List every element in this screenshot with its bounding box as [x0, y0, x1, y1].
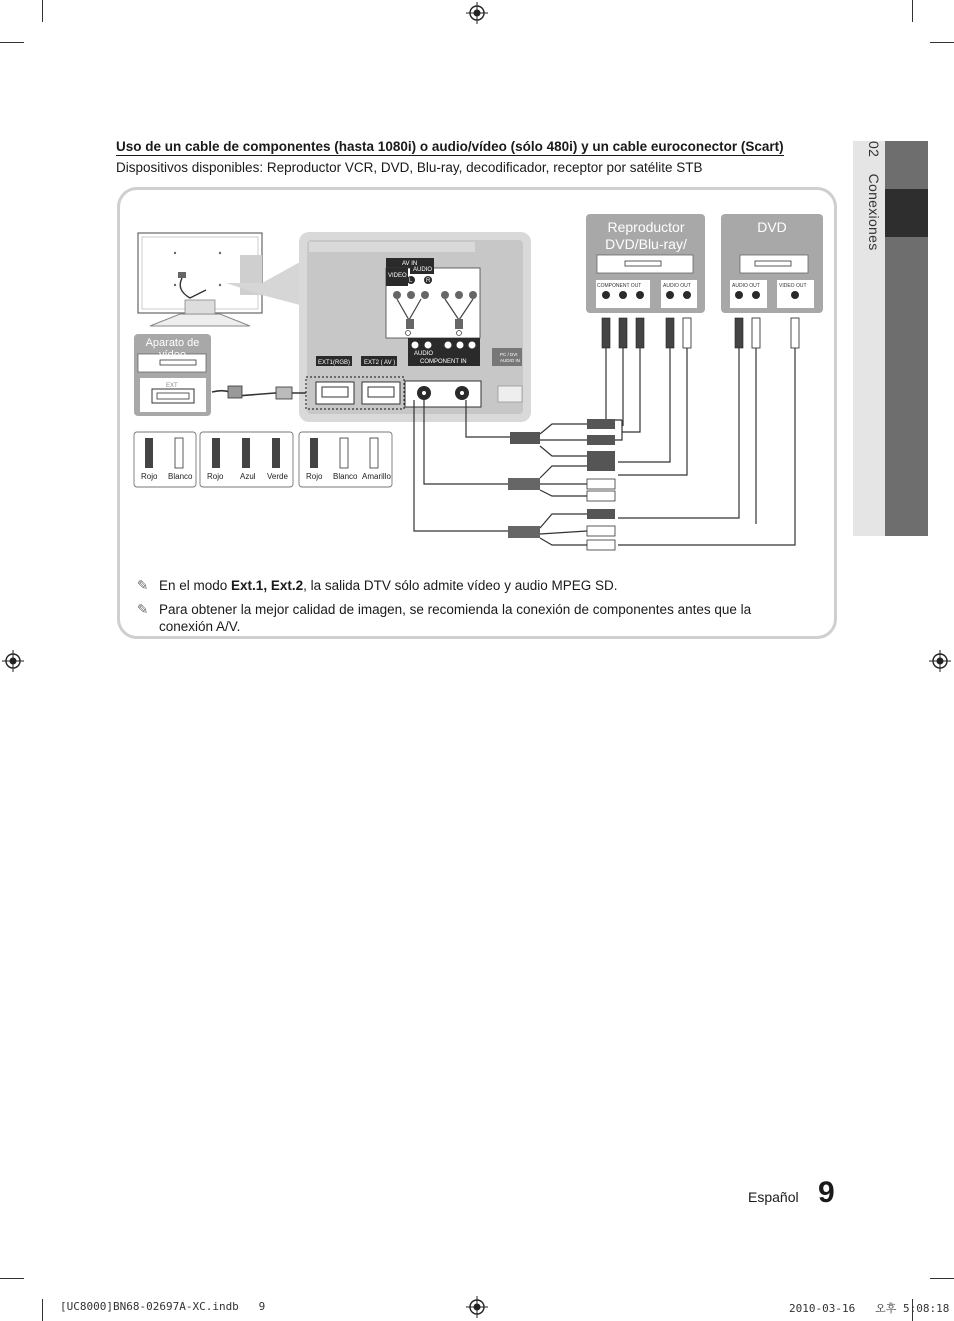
note-pencil-icon: ✎ [137, 602, 149, 617]
legend-label: Verde [267, 472, 288, 481]
vcr-title: Aparato de vídeo [145, 337, 200, 361]
legend-label: Azul [240, 472, 256, 481]
crop-mark [930, 42, 954, 43]
video-label: VIDEO [388, 273, 407, 279]
page-number: 9 [818, 1176, 835, 1209]
component-in-label: COMPONENT IN [420, 359, 467, 365]
audio-label: AUDIO [413, 267, 433, 273]
legend-label: Rojo [306, 472, 323, 481]
dvd-title: DVD [757, 219, 787, 235]
note-2 [137, 601, 802, 635]
crop-mark [42, 0, 43, 22]
scart-cable [212, 386, 306, 399]
note-2-text: Para obtener la mejor calidad de imagen, se recomienda la conexión de componentes antes que la conexión A/V. [159, 602, 752, 634]
tv-rear-illustration [138, 233, 300, 326]
ext-port-label: EXT [166, 383, 178, 389]
left-channel-label: L [409, 278, 413, 284]
right-channel-label: R [426, 343, 431, 349]
rca-plugs [602, 318, 799, 348]
registration-mark-icon [929, 650, 951, 672]
ext1-label: EXT1(RGB) [318, 360, 351, 366]
section-title: Conexiones [866, 173, 882, 251]
connection-diagram [120, 205, 835, 555]
audio-in-label: AUDIO IN [500, 358, 521, 363]
note-pencil-icon: ✎ [137, 578, 149, 593]
legend-label: Blanco [168, 472, 193, 481]
audio-out-label: AUDIO OUT [663, 283, 691, 289]
imprint-file: [UC8000]BN68-02697A-XC.indb 9 [60, 1300, 266, 1313]
right-channel-label: R [426, 278, 431, 284]
audio-out-label: AUDIO OUT [732, 283, 760, 289]
crop-mark [42, 1299, 43, 1321]
section-number: 02 [866, 141, 882, 158]
note-1-bold: Ext.1, Ext.2 [231, 578, 304, 593]
ext2-label: EXT2 ( AV ) [364, 360, 396, 366]
legend-label: Amarillo [362, 472, 391, 481]
legend-label: Rojo [207, 472, 224, 481]
crop-mark [930, 1278, 954, 1279]
registration-mark-icon [466, 2, 488, 24]
registration-mark-icon [2, 650, 24, 672]
audio-label: AUDIO [414, 351, 434, 357]
footer-language: Español [748, 1189, 799, 1205]
legend-label: Blanco [333, 472, 358, 481]
registration-mark-icon [466, 1296, 488, 1318]
crop-mark [0, 42, 24, 43]
section-label [856, 141, 882, 341]
video-out-label: VIDEO OUT [779, 283, 807, 289]
component-out-label: COMPONENT OUT [597, 283, 642, 289]
available-devices: Dispositivos disponibles: Reproductor VCR, DVD, Blu-ray, decodificador, receptor por satélite STB [116, 160, 703, 175]
note-1-after: , la salida DTV sólo admite vídeo y audio MPEG SD. [303, 578, 618, 593]
imprint-timestamp: 2010-03-16 오후 5:08:18 [789, 1302, 950, 1315]
side-tab-active-marker [885, 189, 928, 237]
crop-mark [912, 0, 913, 22]
av-in-label: AV IN [402, 261, 418, 267]
page-heading: Uso de un cable de componentes (hasta 1080i) o audio/vídeo (sólo 480i) y un cable euroconector (Scart) [116, 139, 784, 154]
legend-label: Rojo [141, 472, 158, 481]
bluray-title: Reproductor DVD/Blu-ray/ [605, 219, 687, 252]
crop-mark [0, 1278, 24, 1279]
left-channel-label: L [413, 343, 417, 349]
note-1 [137, 577, 817, 594]
note-1-before: En el modo [159, 578, 232, 593]
pc-dvi-label: PC / DVI [500, 352, 518, 357]
